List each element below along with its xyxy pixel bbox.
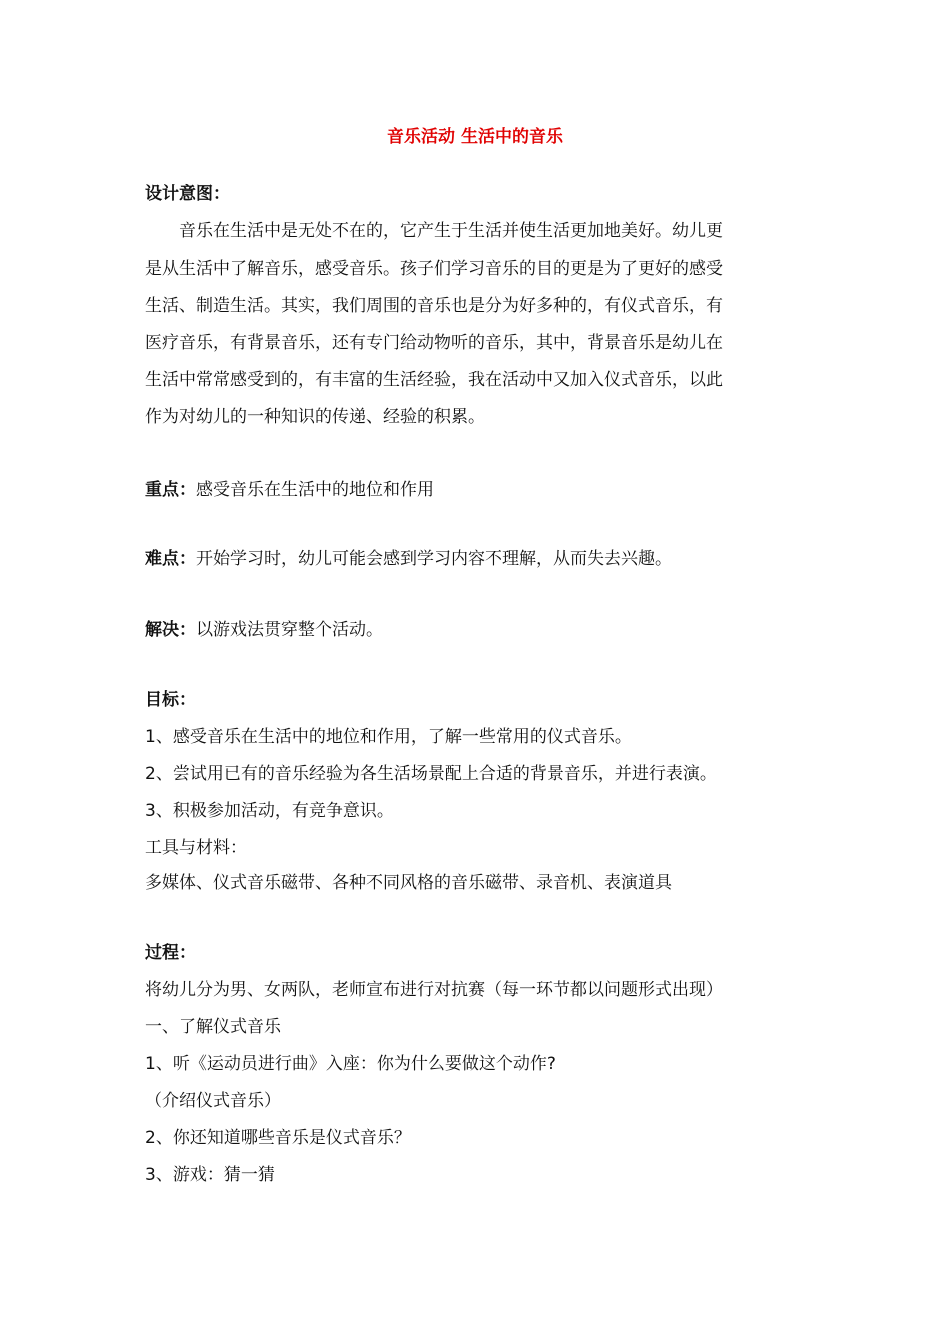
document-title: 音乐活动 生活中的音乐 — [387, 127, 563, 147]
process-heading: 过程： — [145, 943, 196, 963]
process-line: 3、游戏：猜一猜 — [145, 1165, 275, 1185]
materials-heading: 工具与材料： — [145, 838, 247, 858]
difficulty — [145, 546, 815, 572]
goal-item: 2、尝试用已有的音乐经验为各生活场景配上合适的背景音乐，并进行表演。 — [145, 764, 717, 784]
key-point-label: 重点： — [145, 480, 196, 500]
process-line: 2、你还知道哪些音乐是仪式音乐？ — [145, 1128, 411, 1148]
design-intent-line: 生活、制造生活。其实，我们周围的音乐也是分为好多种的，有仪式音乐，有 — [145, 296, 723, 316]
design-intent-line: 生活中常常感受到的，有丰富的生活经验，我在活动中又加入仪式音乐，以此 — [145, 370, 723, 390]
key-point-text: 感受音乐在生活中的地位和作用 — [196, 480, 434, 500]
process-line: （介绍仪式音乐） — [145, 1091, 281, 1111]
solution — [145, 617, 815, 643]
goals-heading: 目标： — [145, 690, 196, 710]
materials-text: 多媒体、仪式音乐磁带、各种不同风格的音乐磁带、录音机、表演道具 — [145, 873, 672, 893]
difficulty-label: 难点： — [145, 549, 196, 569]
design-intent-heading: 设计意图： — [145, 184, 230, 204]
process-line: 将幼儿分为男、女两队，老师宣布进行对抗赛（每一环节都以问题形式出现） — [145, 980, 723, 1000]
design-intent-line: 作为对幼儿的一种知识的传递、经验的积累。 — [145, 407, 485, 427]
process-line: 1、听《运动员进行曲》入座：你为什么要做这个动作? — [145, 1054, 556, 1074]
key-point — [145, 477, 815, 503]
design-intent-line: 音乐在生活中是无处不在的，它产生于生活并使生活更加地美好。幼儿更 — [179, 221, 723, 241]
solution-label: 解决： — [145, 620, 196, 640]
goal-item: 1、感受音乐在生活中的地位和作用，了解一些常用的仪式音乐。 — [145, 727, 632, 747]
design-intent-line: 医疗音乐，有背景音乐，还有专门给动物听的音乐，其中，背景音乐是幼儿在 — [145, 333, 723, 353]
solution-text: 以游戏法贯穿整个活动。 — [196, 620, 383, 640]
process-line: 一、了解仪式音乐 — [145, 1017, 281, 1037]
difficulty-text: 开始学习时，幼儿可能会感到学习内容不理解，从而失去兴趣。 — [196, 549, 672, 569]
design-intent-line: 是从生活中了解音乐，感受音乐。孩子们学习音乐的目的更是为了更好的感受 — [145, 259, 723, 279]
goal-item: 3、积极参加活动，有竞争意识。 — [145, 801, 394, 821]
